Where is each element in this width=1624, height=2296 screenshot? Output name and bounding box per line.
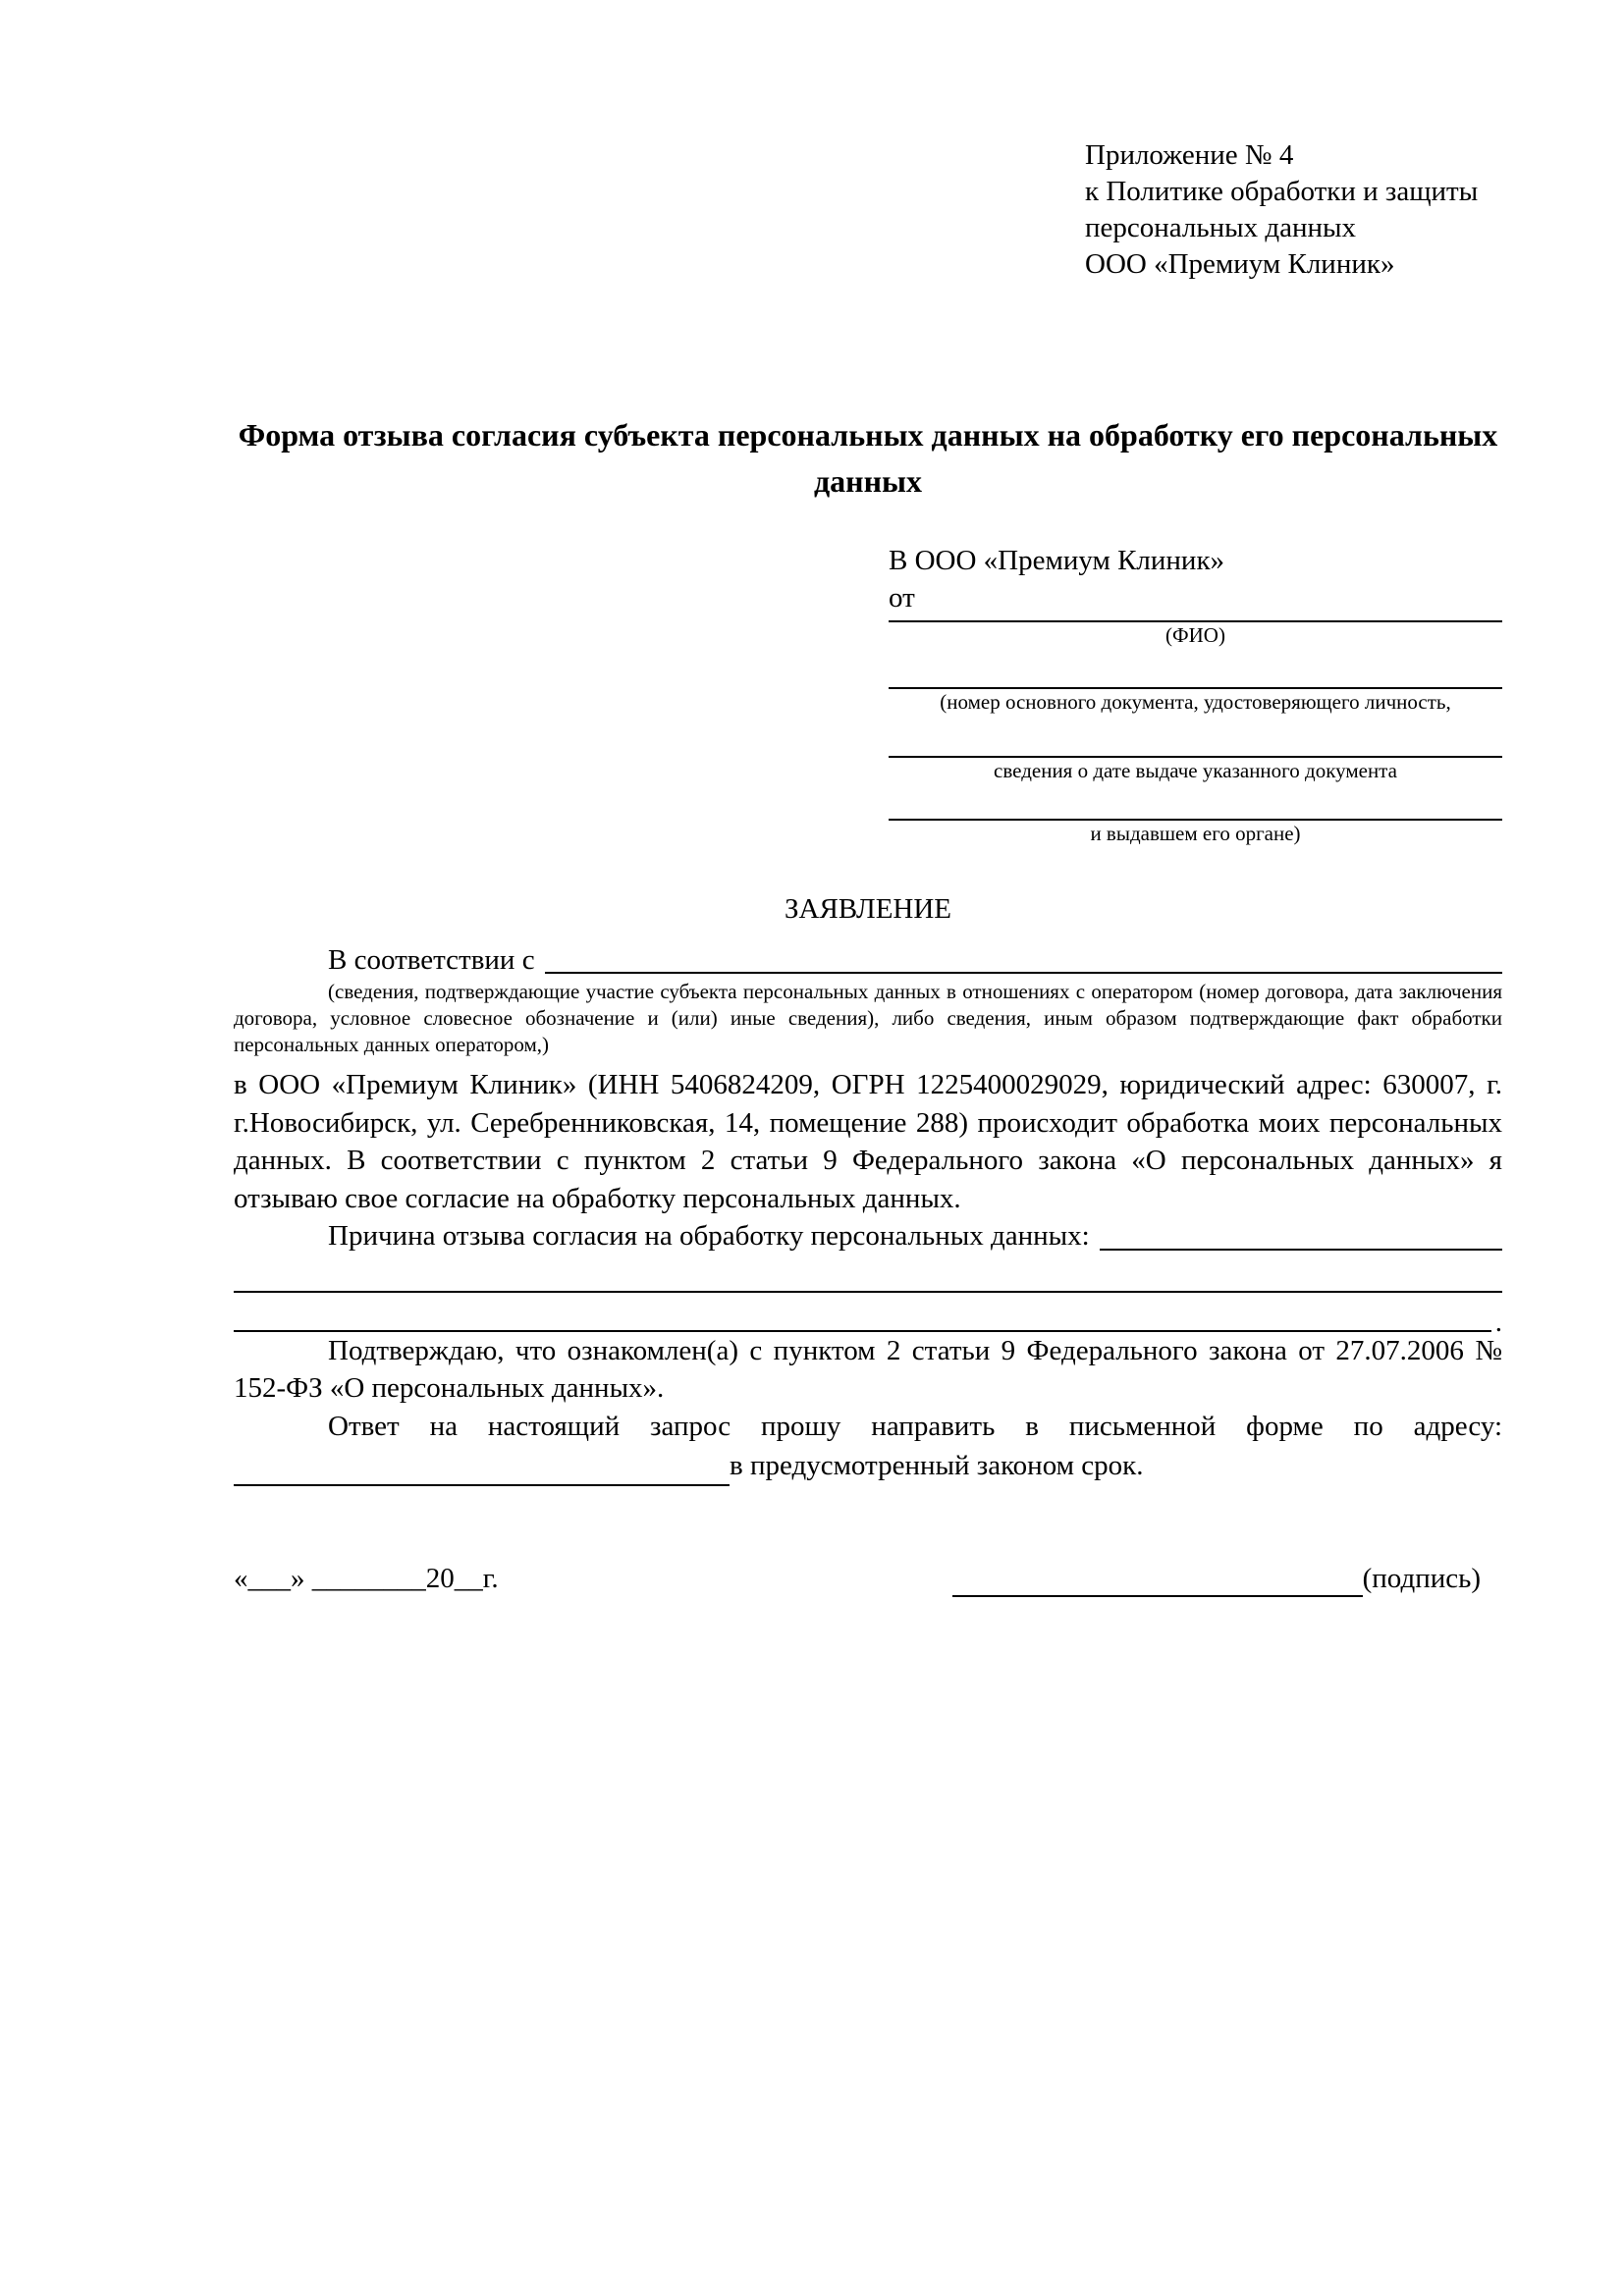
basis-field-line [545, 941, 1502, 974]
appendix-header [1085, 137, 1502, 283]
reason-field-line-3 [234, 1293, 1491, 1332]
issue-date-caption: сведения о дате выдаче указанного документа [994, 759, 1397, 782]
appendix-header-line-4: ООО «Премиум Клиник» [1085, 248, 1395, 280]
appendix-header-line-2: к Политике обработки и защиты [1085, 176, 1479, 207]
intro-row [234, 941, 1502, 979]
reason-field-row-3 [234, 1293, 1502, 1338]
document-title: Форма отзыва согласия субъекта персональных данных на обработку его персональных данных [238, 417, 1498, 499]
reply-address-row [234, 1445, 1502, 1486]
issuing-authority-caption: и выдавшем его органе) [1090, 822, 1301, 845]
reply-address-field-line [234, 1449, 730, 1486]
confirmation-paragraph: Подтверждаю, что ознакомлен(а) с пунктом 2 статьи 9 Федерального закона от 27.07.2006 № 152-ФЗ «О персональных данных». [234, 1334, 1502, 1404]
addressee-block [889, 540, 1502, 846]
addressee-to: В ООО «Премиум Клиник» [889, 545, 1225, 576]
signature-group [952, 1560, 1481, 1597]
date-blank: «___» ________20__г. [234, 1563, 499, 1594]
signature-caption: (подпись) [1362, 1563, 1481, 1594]
addressee-from-label: от [889, 582, 915, 614]
appendix-header-line-3: персональных данных [1085, 212, 1357, 243]
issuing-authority-field-line [889, 783, 1502, 821]
signature-row [234, 1560, 1502, 1597]
issue-date-field-line [889, 715, 1502, 758]
reason-field-line-2 [234, 1255, 1502, 1293]
statement-body: в ООО «Премиум Клиник» (ИНН 5406824209, ОГРН 1225400029029, юридический адрес: 630007, г. г.Новосибирск, ул. Серебренниковская, 14, помещение 288) происходит обработка моих персональных данных. В соответствии с пунктом 2 статьи 9 Федерального закона «О персональных данных» я отзываю свое согласие на обработку персональных данных. [234, 1069, 1502, 1214]
signature-field-line [952, 1566, 1363, 1597]
reason-field-line-1 [1100, 1217, 1502, 1251]
statement-heading: ЗАЯВЛЕНИЕ [784, 893, 952, 925]
appendix-header-line-1: Приложение № 4 [1085, 139, 1294, 171]
reply-suffix: в предусмотренный законом срок. [730, 1450, 1144, 1481]
intro-prefix: В соответствии с [328, 944, 535, 976]
fio-field-line [889, 614, 1502, 622]
reply-request-paragraph: Ответ на настоящий запрос прошу направить в письменной форме по адресу: [328, 1410, 1502, 1442]
document-number-caption: (номер основного документа, удостоверяющего личность, [940, 690, 1451, 714]
document-number-field-line [889, 648, 1502, 689]
reason-row [234, 1217, 1502, 1255]
reason-label: Причина отзыва согласия на обработку персональных данных: [328, 1220, 1090, 1252]
intro-note: (сведения, подтверждающие участие субъекта персональных данных в отношениях с оператором (номер договора, дата заключения договора, условное словесное обозначение и (или) иные сведения), либо сведения, иным образом подтверждающие факт обработки персональных данных оператором,) [234, 980, 1502, 1056]
reason-terminator: . [1494, 1306, 1502, 1338]
fio-caption: (ФИО) [1165, 623, 1225, 647]
